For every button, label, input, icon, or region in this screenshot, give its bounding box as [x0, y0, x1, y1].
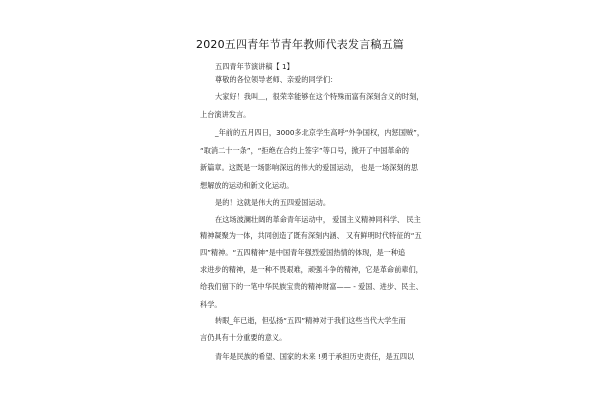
paragraph-line: 精神凝聚为一体，共同创造了既有深刻内涵、 又有鲜明时代特征的“五 [200, 231, 422, 240]
paragraph-line: 青年是民族的希望、国家的未来 !勇于承担历史责任，是五四以 [215, 352, 415, 361]
paragraph-line: 大家好！我叫＿，很荣幸能够在这个特殊而富有深刻含义的时刻， [215, 92, 424, 101]
paragraph-line: 是的！这就是伟大的五四爱国运动。 [215, 198, 331, 207]
paragraph-line: 四”精神。“五四精神”是中国青年强烈爱国热情的体现，是一种追 [200, 248, 406, 257]
paragraph-line: 想解放的运动和新文化运动。 [200, 181, 294, 190]
paragraph-line: 给我们留下的一笔中华民族宝贵的精神财富—— - 爱国、进步、民主、 [200, 282, 423, 291]
paragraph-line: 上台演讲发言。 [200, 110, 251, 119]
paragraph-line: 求进步的精神，是一种不畏艰难，顽强斗争的精神，它是革命前辈们， [200, 265, 423, 274]
paragraph-line: 科学。 [200, 300, 222, 309]
paragraph-line: 在这场波澜壮阔的革命青年运动中， 爱国主义精神同科学、 民主 [215, 215, 421, 224]
paragraph-line: 转眼_年已逝，但弘扬“五四”精神对于我们这些当代大学生而 [215, 316, 406, 325]
document-title: 2020五四青年节青年教师代表发言稿五篇 [196, 38, 404, 51]
paragraph-line: “取消二十一条”，“拒绝在合约上签字”等口号，掀开了中国革命的 [200, 146, 409, 155]
paragraph-line: 尊敬的各位领导老师、亲爱的同学们： [215, 75, 338, 84]
paragraph-line: 新篇章。这既是一场影响深远的伟大的爱国运动， 也是一场深刻的思 [200, 163, 418, 172]
paragraph-line: _年前的五月四日，3000多北京学生高呼“外争国权，内惩国贼”， [215, 128, 425, 137]
paragraph-line: 五四青年节演讲稿【 1】 [215, 62, 294, 71]
paragraph-line: 言仍具有十分重要的意义。 [200, 333, 287, 342]
